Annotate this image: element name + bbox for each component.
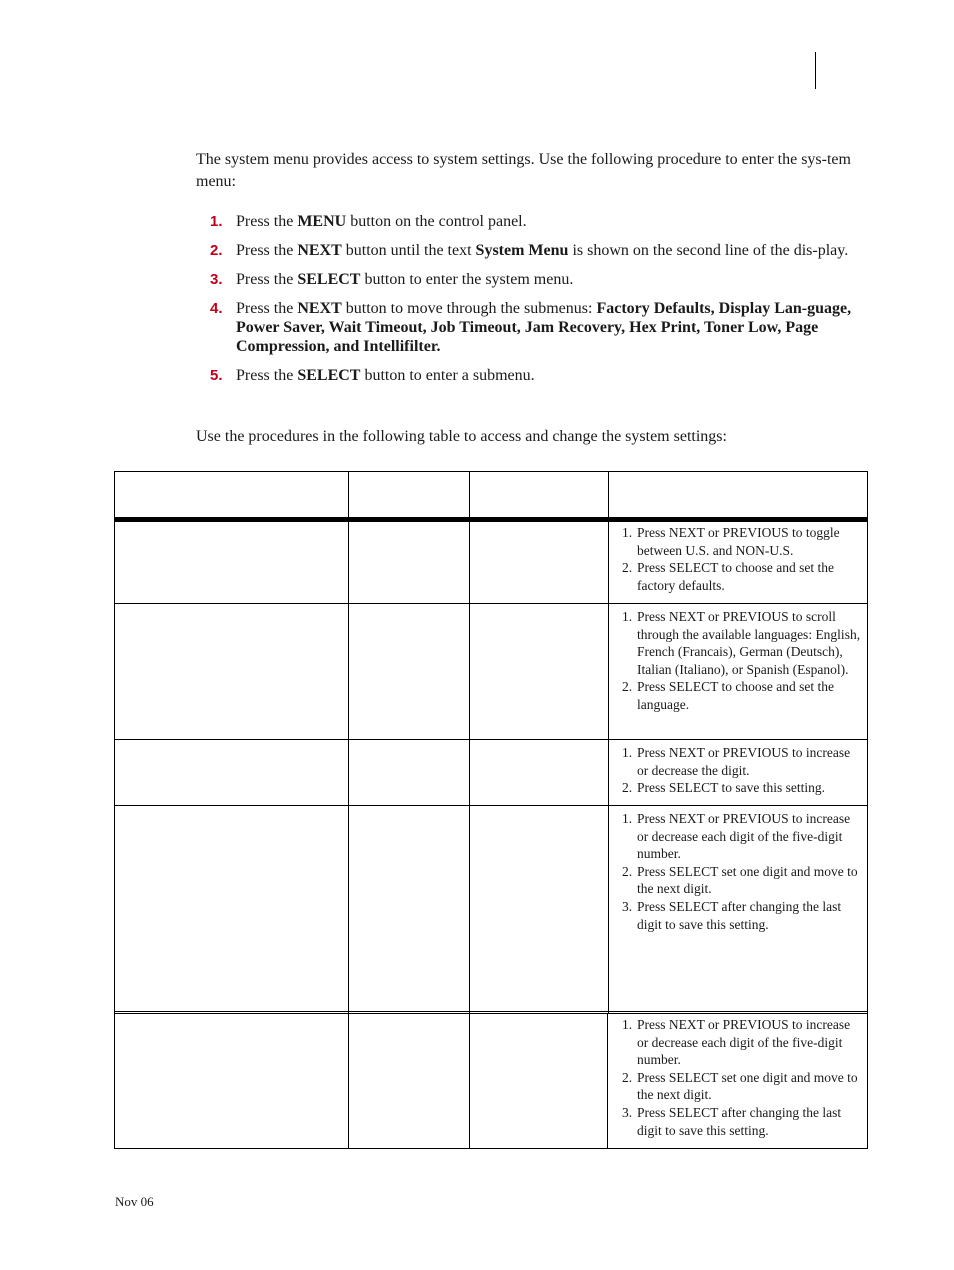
table-border-left (114, 471, 115, 1149)
procedure-step-text: Press SELECT after changing the last digit to save this setting. (637, 1104, 842, 1138)
procedure-step-number: 2. (622, 1069, 633, 1085)
step-text: Press the (236, 367, 298, 384)
step-text: button to move through the submenus: (341, 300, 597, 317)
procedure-step-text: Press NEXT or PREVIOUS to increase or decrease each digit of the five-digit number. (637, 811, 851, 862)
step-2 (196, 241, 870, 260)
procedure-step-text: Press SELECT to save this setting. (637, 780, 825, 796)
procedure-cell-row-2 (622, 608, 864, 714)
procedure-step (622, 863, 864, 898)
row-divider (114, 603, 868, 604)
step-number: 1. (210, 213, 223, 230)
procedure-cell-row-4 (622, 810, 864, 933)
step-3 (196, 270, 870, 289)
procedure-step (622, 1069, 864, 1104)
procedure-step (622, 1104, 864, 1139)
row-divider (114, 805, 868, 806)
row-divider (114, 1011, 868, 1012)
table-border-right (867, 471, 868, 1149)
step-1 (196, 212, 870, 231)
step-text: button until the text (341, 242, 476, 259)
procedure-step (622, 608, 864, 678)
step-keyword: NEXT (297, 242, 342, 259)
table-border-bottom (114, 1148, 868, 1149)
step-text: Press the (236, 271, 298, 288)
procedure-step (622, 559, 864, 594)
row-divider (114, 739, 868, 740)
step-keyword: SELECT (297, 367, 361, 384)
procedure-step (622, 524, 864, 559)
table-intro-paragraph: Use the procedures in the following table to access and change the system settings: (196, 428, 727, 445)
step-number: 3. (210, 271, 223, 288)
step-keyword: Factory Defaults, Display Lan-guage, Power Saver, Wait Timeout, Job Timeout, Jam Recovery, Hex Print, Toner Low, Page Compression, and Intellifilter. (236, 300, 852, 355)
step-keyword: NEXT (297, 300, 342, 317)
step-keyword: MENU (297, 213, 347, 230)
procedure-step-text: Press SELECT set one digit and move to the next digit. (637, 1069, 858, 1103)
procedure-step-number: 1. (622, 525, 633, 540)
system-settings-table (114, 471, 868, 1149)
procedure-step-text: Press SELECT to choose and set the language. (637, 679, 834, 712)
procedure-cell-row-1 (622, 524, 864, 594)
step-number: 2. (210, 242, 223, 259)
procedure-step-number: 1. (622, 811, 633, 826)
step-text: button to enter the system menu. (360, 271, 574, 288)
procedure-step-text: Press NEXT or PREVIOUS to toggle between U.S. and NON-U.S. (637, 525, 840, 558)
procedure-step (622, 898, 864, 933)
procedure-step-text: Press SELECT after changing the last digit to save this setting. (637, 898, 842, 932)
step-number: 5. (210, 367, 223, 384)
step-5 (196, 366, 870, 385)
procedure-step-number: 2. (622, 780, 633, 796)
step-text: button to enter a submenu. (360, 367, 535, 384)
step-text: Press the (236, 213, 298, 230)
procedure-step-text: Press NEXT or PREVIOUS to increase or decrease each digit of the five-digit number. (637, 1017, 851, 1068)
procedure-step-text: Press NEXT or PREVIOUS to scroll through the available languages: English, French (Francais), German (Deutsch), Italian (Italiano), or Spanish (Espanol). (637, 609, 861, 677)
column-divider (607, 1013, 608, 1149)
table-header-row (114, 471, 868, 517)
column-divider (608, 471, 609, 1013)
step-text: Press the (236, 300, 298, 317)
step-keyword: SELECT (297, 271, 361, 288)
procedure-step-number: 3. (622, 898, 633, 914)
procedure-step-number: 2. (622, 560, 633, 576)
procedure-step-text: Press SELECT to choose and set the factory defaults. (637, 560, 834, 593)
column-divider (348, 471, 349, 1149)
procedure-steps (196, 212, 870, 395)
procedure-step-number: 2. (622, 863, 633, 879)
intro-paragraph: The system menu provides access to system settings. Use the following procedure to enter the sys-tem menu: (196, 151, 851, 190)
procedure-step-number: 2. (622, 679, 633, 695)
procedure-step-number: 1. (622, 745, 633, 760)
row-divider (114, 1013, 868, 1014)
procedure-step-text: Press SELECT set one digit and move to the next digit. (637, 863, 858, 897)
footer-date: Nov 06 (115, 1194, 154, 1209)
step-number: 4. (210, 300, 223, 317)
procedure-step-number: 3. (622, 1104, 633, 1120)
procedure-cell-row-5 (622, 1016, 864, 1139)
step-keyword: System Menu (475, 242, 569, 259)
procedure-step-text: Press NEXT or PREVIOUS to increase or decrease the digit. (637, 745, 851, 778)
procedure-step (622, 678, 864, 713)
procedure-step (622, 1016, 864, 1069)
header-rule (815, 52, 816, 89)
procedure-step-number: 1. (622, 1017, 633, 1032)
step-text: is shown on the second line of the dis-play. (568, 242, 849, 259)
procedure-step-number: 1. (622, 609, 633, 624)
procedure-step (622, 810, 864, 863)
column-divider (469, 471, 470, 1149)
table-header-rule (114, 517, 868, 522)
procedure-step (622, 779, 864, 797)
procedure-cell-row-3 (622, 744, 864, 797)
procedure-step (622, 744, 864, 779)
step-text: Press the (236, 242, 298, 259)
step-4 (196, 299, 870, 356)
step-text: button on the control panel. (346, 213, 527, 230)
